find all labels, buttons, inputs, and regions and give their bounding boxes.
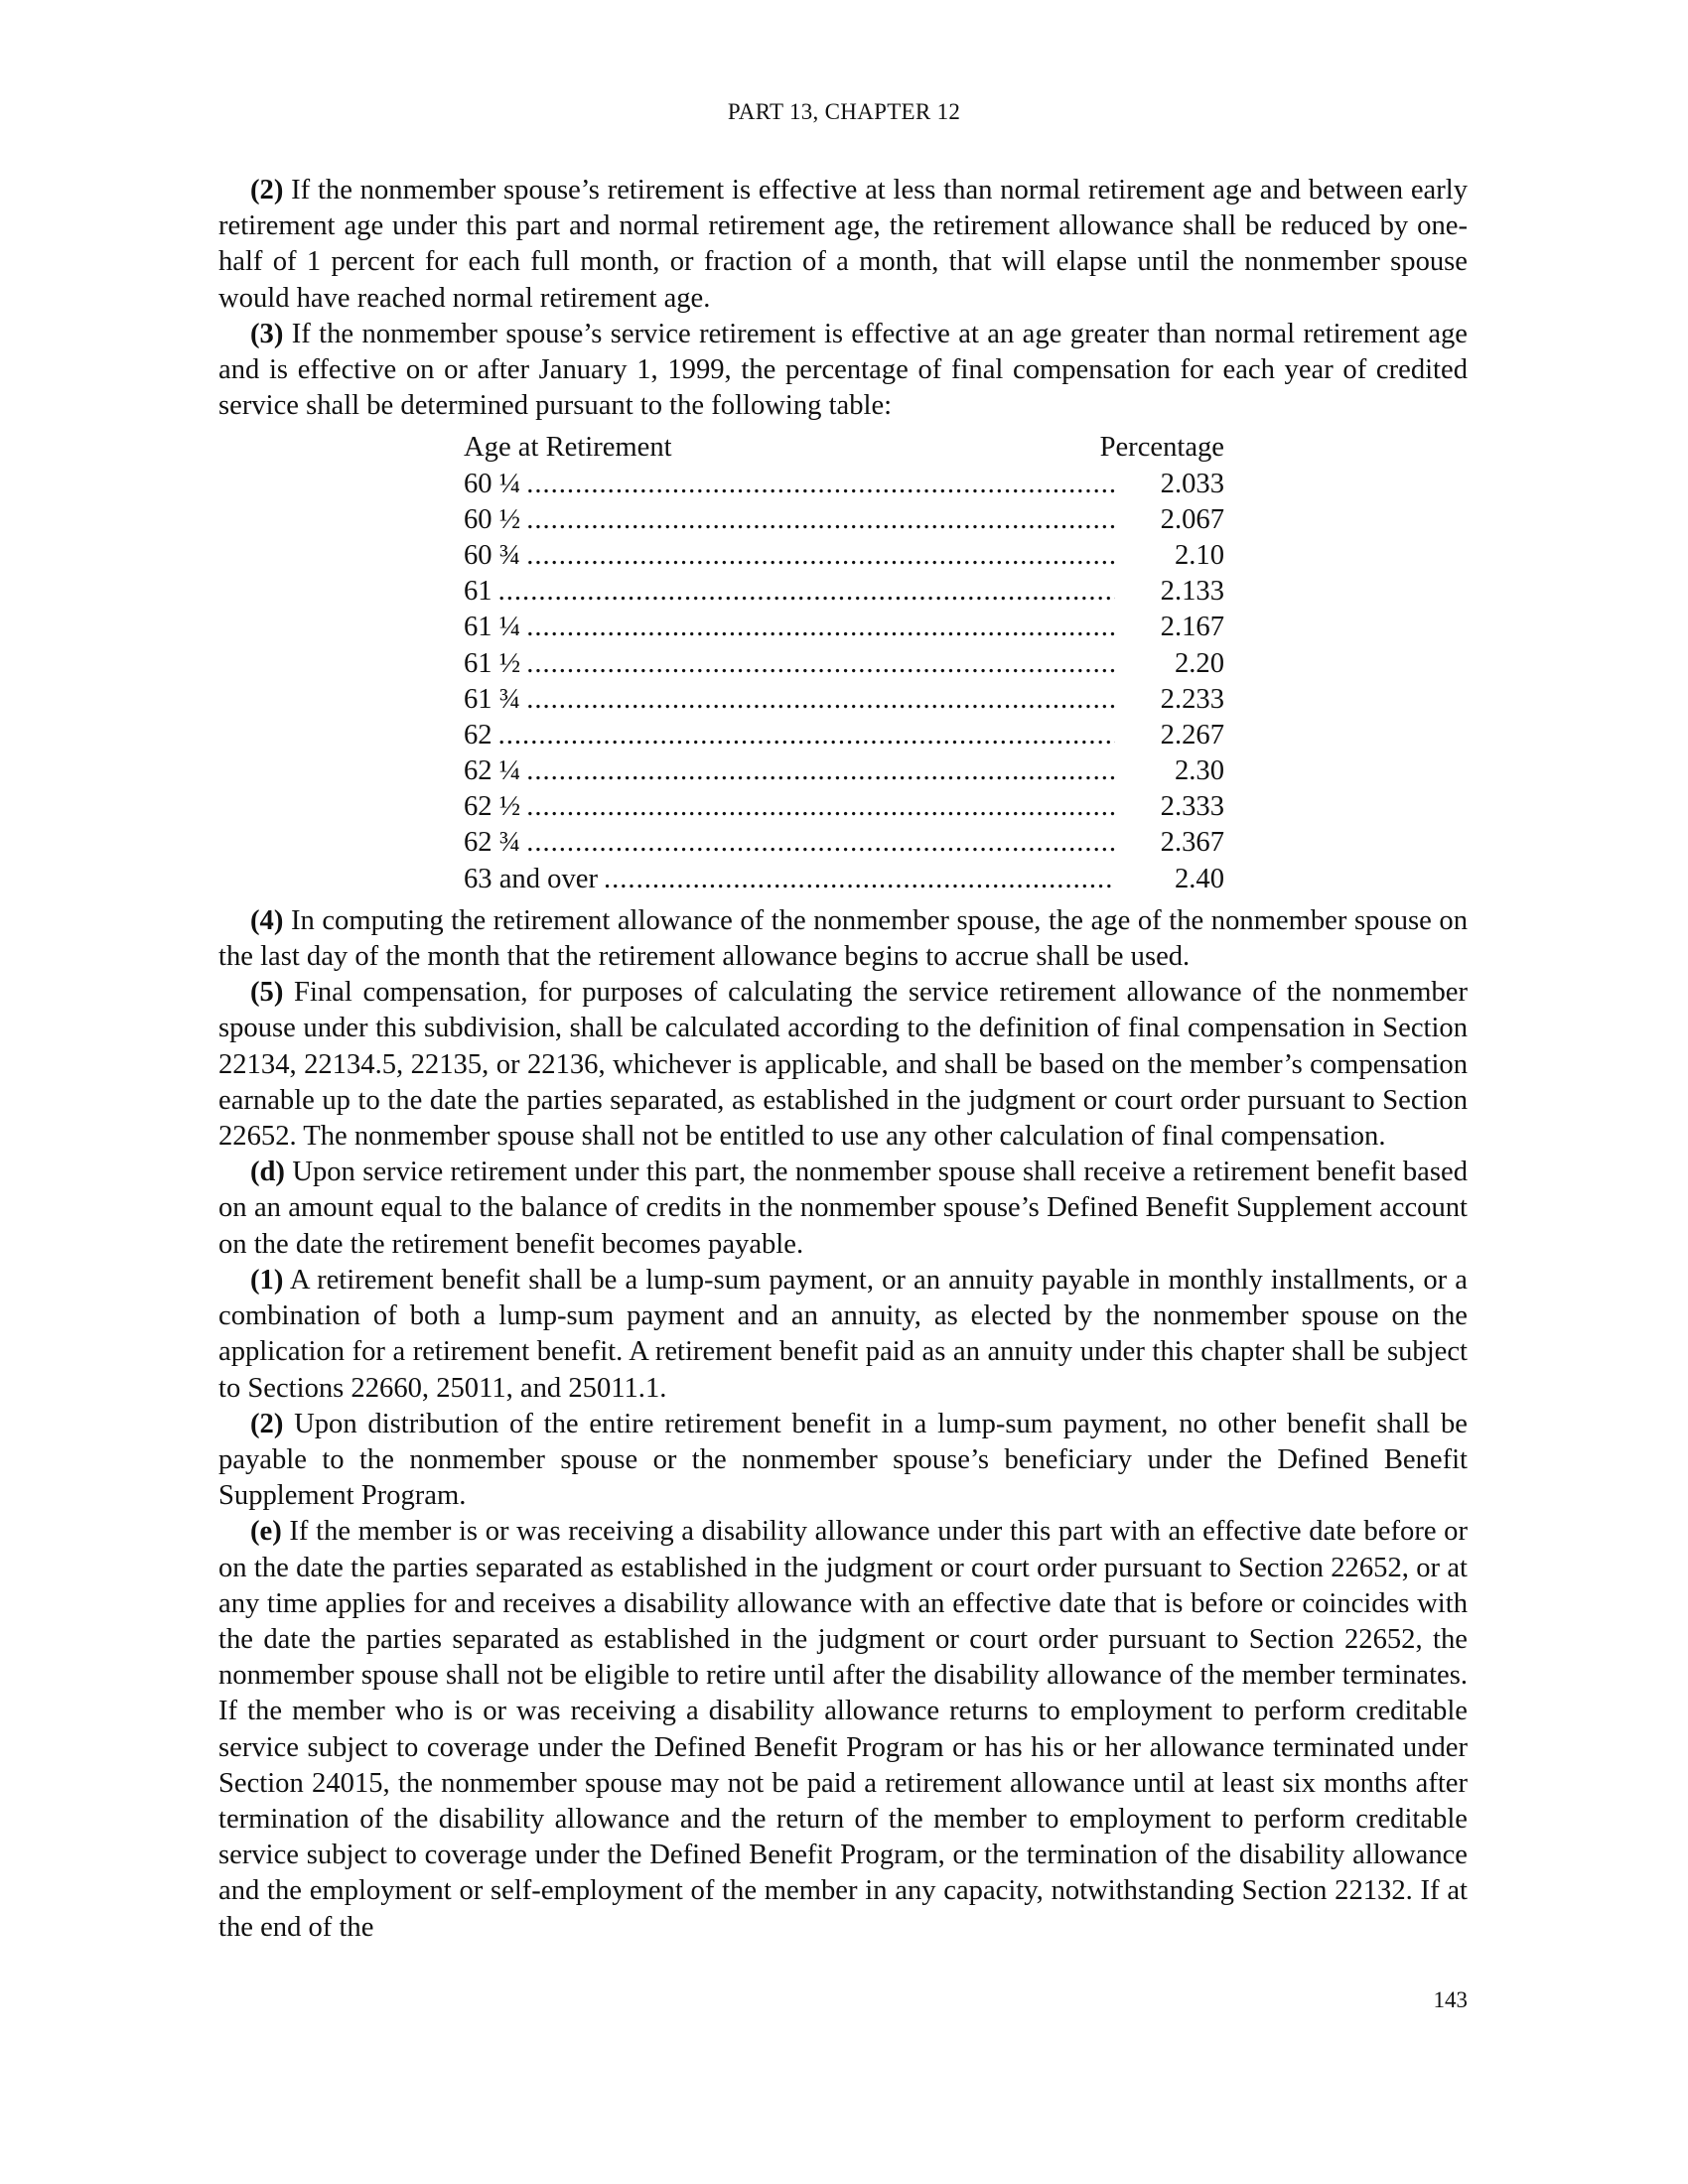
table-row <box>464 574 1224 610</box>
paragraph-label: (4) <box>250 904 284 936</box>
percentage-cell: 2.067 <box>1160 503 1224 535</box>
paragraph-text: If the nonmember spouse’s retirement is effective at less than normal retirement age and between early retirement age under this part and normal retirement age, the retirement allowance shall be reduced by one-half of 1 percent for each full month, or fraction of a month, that will elapse until the nonmember spouse would have reached normal retirement age. <box>218 175 1468 314</box>
retirement-percentage-table <box>464 430 1224 896</box>
age-cell: 61 ¾ <box>464 683 521 715</box>
paragraph-label: (1) <box>250 1264 284 1296</box>
dot-leader <box>526 753 1115 789</box>
table-row <box>464 862 1224 897</box>
dot-leader <box>526 789 1115 825</box>
age-cell: 63 and over <box>464 863 598 894</box>
percentage-cell: 2.367 <box>1160 827 1224 859</box>
table-row <box>464 753 1224 789</box>
paragraph-text: If the member is or was receiving a disability allowance under this part with an effective date before or on the date the parties separated as established in the judgment or court order pursuant to Section 22652, or at any time applies for and receives a disability allowance with an effective date that is before or coincides with the date the parties separated as established in the judgment or court order pursuant to Section 22652, the nonmember spouse shall not be eligible to retire until after the disability allowance of the member terminates. If the member who is or was receiving a disability allowance returns to employment to perform creditable service subject to coverage under the Defined Benefit Program or has his or her allowance terminated under Section 24015, the nonmember spouse may not be paid a retirement allowance until at least six months after termination of the disability allowance and the return of the member to employment to perform creditable service subject to coverage under the Defined Benefit Program, or the termination of the disability allowance and the employment or self-employment of the member in any capacity, notwithstanding Section 22132. If at the end of the <box>218 1516 1468 1943</box>
percentage-cell: 2.20 <box>1174 647 1224 679</box>
percentage-cell: 2.033 <box>1160 468 1224 499</box>
dot-leader <box>498 718 1115 753</box>
dot-leader <box>526 610 1115 645</box>
paragraph-text: A retirement benefit shall be a lump-sum payment, or an annuity payable in monthly installments, or a combination of both a lump-sum payment and an annuity, as elected by the nonmember spouse on the application for a retirement benefit. A retirement benefit paid as an annuity under this chapter shall be subject to Sections 22660, 25011, and 25011.1. <box>218 1264 1468 1404</box>
dot-leader <box>526 538 1115 574</box>
paragraph-d-1 <box>218 1263 1468 1407</box>
age-cell: 61 <box>464 576 492 608</box>
paragraph-text: Final compensation, for purposes of calculating the service retirement allowance of the nonmember spouse under this subdivision, shall be calculated according to the definition of final compensation in Section 22134, 22134.5, 22135, or 22136, whichever is applicable, and shall be based on the member’s compensation earnable up to the date the parties separated, as established in the judgment or court order pursuant to Section 22652. The nonmember spouse shall not be entitled to use any other calculation of final compensation. <box>218 977 1468 1153</box>
table-row <box>464 825 1224 861</box>
table-row <box>464 538 1224 574</box>
paragraph-e <box>218 1514 1468 1945</box>
table-row <box>464 718 1224 753</box>
paragraph-label: (2) <box>250 175 284 205</box>
page-body <box>218 173 1468 1946</box>
paragraph-2 <box>218 173 1468 317</box>
age-cell: 62 <box>464 719 492 751</box>
page-number: 143 <box>1433 1987 1468 2012</box>
table-row <box>464 789 1224 825</box>
percentage-cell: 2.40 <box>1174 863 1224 894</box>
percentage-cell: 2.333 <box>1160 791 1224 823</box>
dot-leader <box>526 502 1115 538</box>
age-cell: 62 ½ <box>464 791 521 823</box>
percentage-cell: 2.30 <box>1174 755 1224 787</box>
dot-leader <box>526 825 1115 861</box>
paragraph-4 <box>218 903 1468 975</box>
table-row <box>464 502 1224 538</box>
column-header-percentage: Percentage <box>1099 432 1224 464</box>
column-header-age: Age at Retirement <box>464 432 672 464</box>
percentage-cell: 2.10 <box>1174 539 1224 571</box>
percentage-cell: 2.133 <box>1160 576 1224 608</box>
paragraph-3 <box>218 317 1468 425</box>
paragraph-label: (2) <box>250 1408 284 1439</box>
age-cell: 62 ¼ <box>464 755 521 787</box>
table-row <box>464 467 1224 502</box>
paragraph-text: Upon service retirement under this part, the nonmember spouse shall receive a retirement benefit based on an amount equal to the balance of credits in the nonmember spouse’s Defined Benefit Supplement account on the date the retirement benefit becomes payable. <box>218 1157 1468 1260</box>
paragraph-text: If the nonmember spouse’s service retirement is effective at an age greater than normal retirement age and is effective on or after January 1, 1999, the percentage of final compensation for each year of credited service shall be determined pursuant to the following table: <box>218 318 1468 422</box>
paragraph-d-2 <box>218 1407 1468 1515</box>
paragraph-5 <box>218 975 1468 1155</box>
paragraph-d <box>218 1155 1468 1263</box>
dot-leader <box>498 574 1115 610</box>
percentage-cell: 2.267 <box>1160 719 1224 751</box>
dot-leader <box>526 682 1115 718</box>
dot-leader <box>604 862 1115 897</box>
age-cell: 60 ¼ <box>464 468 521 499</box>
paragraph-label: (e) <box>250 1516 282 1548</box>
dot-leader <box>526 467 1115 502</box>
age-cell: 60 ¾ <box>464 539 521 571</box>
table-row <box>464 682 1224 718</box>
age-cell: 60 ½ <box>464 503 521 535</box>
percentage-cell: 2.233 <box>1160 683 1224 715</box>
table-row <box>464 646 1224 682</box>
age-cell: 62 ¾ <box>464 827 521 859</box>
table-header <box>464 430 1224 466</box>
paragraph-label: (3) <box>250 318 284 349</box>
running-head: PART 13, CHAPTER 12 <box>727 99 961 124</box>
age-cell: 61 ¼ <box>464 612 521 643</box>
age-cell: 61 ½ <box>464 647 521 679</box>
paragraph-label: (d) <box>250 1157 285 1188</box>
paragraph-text: In computing the retirement allowance of the nonmember spouse, the age of the nonmember spouse on the last day of the month that the retirement allowance begins to accrue shall be used. <box>218 904 1468 973</box>
paragraph-label: (5) <box>250 977 284 1009</box>
percentage-cell: 2.167 <box>1160 612 1224 643</box>
table-row <box>464 610 1224 645</box>
paragraph-text: Upon distribution of the entire retirement benefit in a lump-sum payment, no other benefit shall be payable to the nonmember spouse or the nonmember spouse’s beneficiary under the Defined Benefit Supplement Program. <box>218 1408 1468 1512</box>
dot-leader <box>526 646 1115 682</box>
